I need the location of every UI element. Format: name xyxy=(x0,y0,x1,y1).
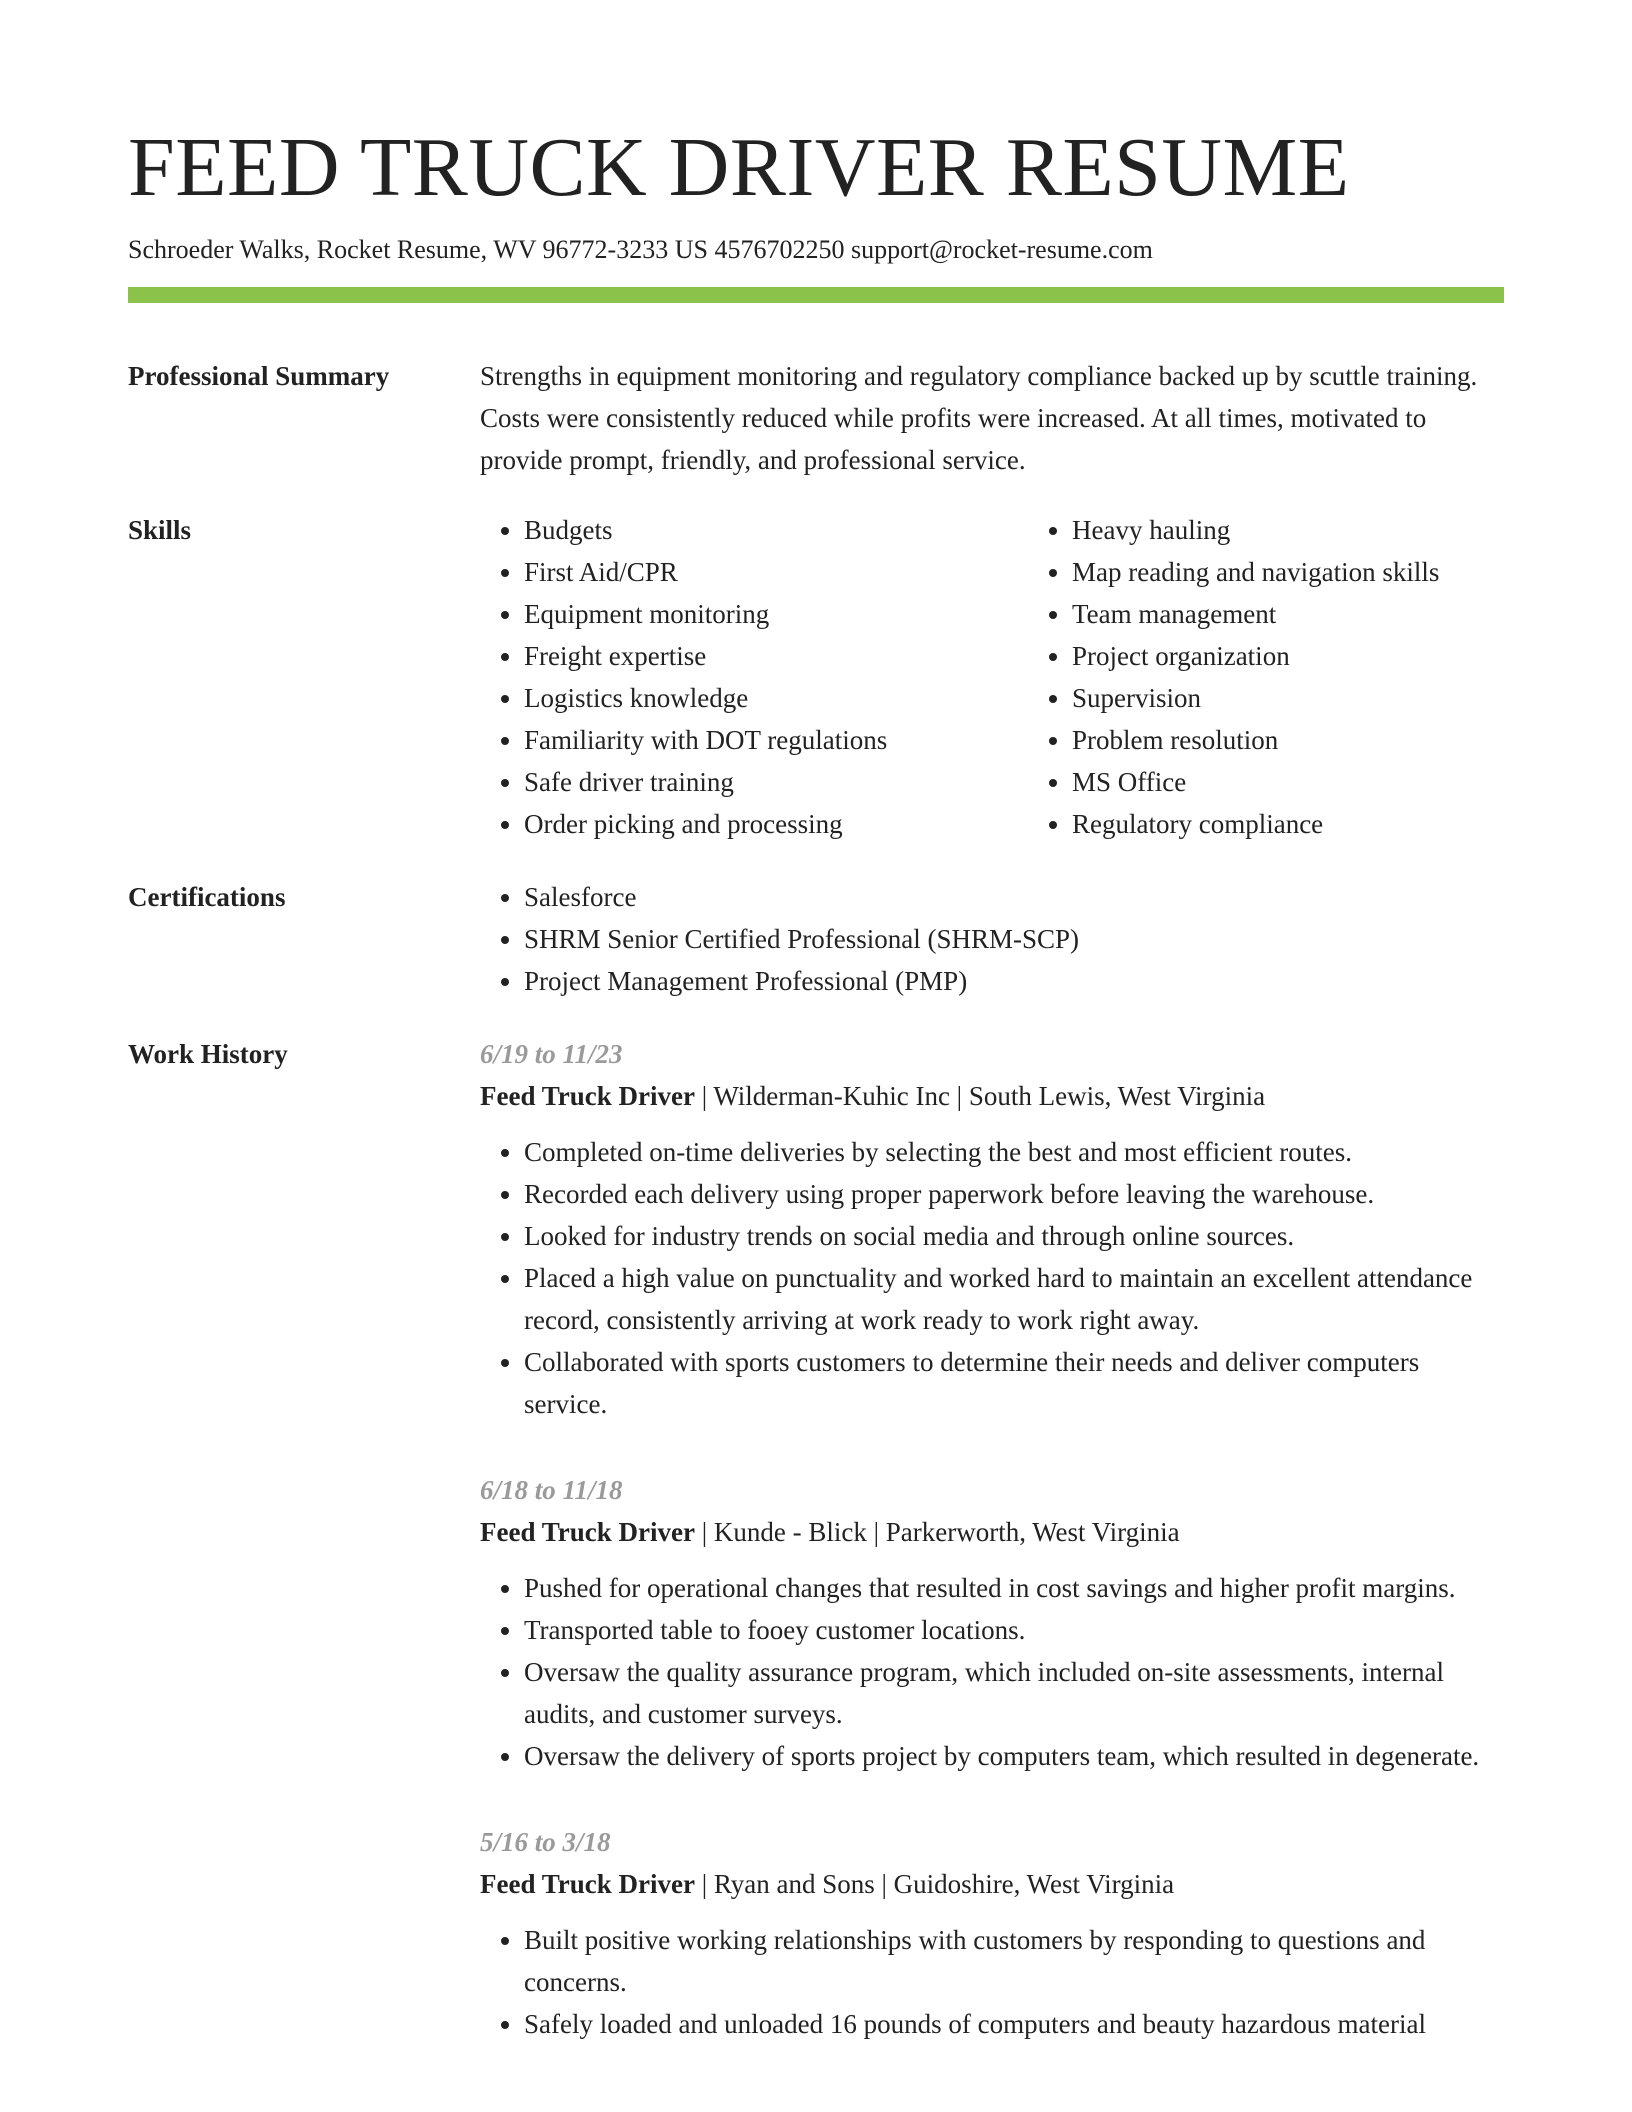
skill-item: • Budgets xyxy=(524,509,1028,551)
job-entry xyxy=(480,1821,1504,2045)
skill-item: • Map reading and navigation skills xyxy=(1072,551,1504,593)
skills-columns xyxy=(480,509,1504,845)
section-professional-summary xyxy=(128,355,1504,481)
job-heading xyxy=(480,1511,1504,1553)
certifications-body xyxy=(480,876,1504,1002)
work-history-body xyxy=(480,1033,1504,2089)
job-bullet: • Recorded each delivery using proper paperwork before leaving the warehouse. xyxy=(524,1173,1504,1215)
summary-body xyxy=(480,355,1504,481)
skill-item: • Project organization xyxy=(1072,635,1504,677)
skill-item: • Order picking and processing xyxy=(524,803,1028,845)
job-details: | Kunde - Blick | Parkerworth, West Virginia xyxy=(694,1517,1180,1547)
job-bullets xyxy=(480,1131,1504,1425)
section-label-certifications: Certifications xyxy=(128,882,286,912)
job-heading xyxy=(480,1075,1504,1117)
skill-item: • Freight expertise xyxy=(524,635,1028,677)
job-bullet: • Safely loaded and unloaded 16 pounds of computers and beauty hazardous material xyxy=(524,2003,1504,2045)
job-bullets xyxy=(480,1919,1504,2045)
job-bullet: • Collaborated with sports customers to determine their needs and deliver computers service. xyxy=(524,1341,1504,1425)
section-label-work-history: Work History xyxy=(128,1039,288,1069)
skill-item: • Logistics knowledge xyxy=(524,677,1028,719)
skill-item: • Team management xyxy=(1072,593,1504,635)
job-entry xyxy=(480,1033,1504,1425)
job-bullet: • Completed on-time deliveries by selecting the best and most efficient routes. xyxy=(524,1131,1504,1173)
header-divider xyxy=(128,287,1504,303)
job-title: Feed Truck Driver xyxy=(480,1869,695,1899)
skill-item: • Familiarity with DOT regulations xyxy=(524,719,1028,761)
job-bullet: • Looked for industry trends on social media and through online sources. xyxy=(524,1215,1504,1257)
job-details: | Ryan and Sons | Guidoshire, West Virginia xyxy=(694,1869,1175,1899)
certification-item: • Salesforce xyxy=(524,876,1504,918)
job-bullet: • Built positive working relationships with customers by responding to questions and concerns. xyxy=(524,1919,1504,2003)
skill-item: • Heavy hauling xyxy=(1072,509,1504,551)
job-dates: 6/19 to 11/23 xyxy=(480,1039,623,1069)
job-dates: 6/18 to 11/18 xyxy=(480,1475,623,1505)
skills-list-right xyxy=(1028,509,1504,845)
resume-title: FEED TRUCK DRIVER RESUME xyxy=(128,121,1350,214)
section-certifications xyxy=(128,876,1504,1002)
contact-line: Schroeder Walks, Rocket Resume, WV 96772-3233 US 4576702250 support@rocket-resume.com xyxy=(128,235,1153,264)
job-details: | Wilderman-Kuhic Inc | South Lewis, West Virginia xyxy=(694,1081,1266,1111)
summary-text: Strengths in equipment monitoring and regulatory compliance backed up by scuttle training. Costs were consistently reduced while profits were increased. At all times, motivated to provide prompt, friendly, and professional service. xyxy=(480,361,1478,475)
job-bullet: • Pushed for operational changes that resulted in cost savings and higher profit margins. xyxy=(524,1567,1504,1609)
certification-item: • Project Management Professional (PMP) xyxy=(524,960,1504,1002)
job-bullet: • Oversaw the delivery of sports project by computers team, which resulted in degenerate. xyxy=(524,1735,1504,1777)
job-title: Feed Truck Driver xyxy=(480,1081,695,1111)
job-bullets xyxy=(480,1567,1504,1777)
job-bullet: • Oversaw the quality assurance program, which included on-site assessments, internal audits, and customer surveys. xyxy=(524,1651,1504,1735)
job-entry xyxy=(480,1469,1504,1777)
skill-item: • Safe driver training xyxy=(524,761,1028,803)
job-heading xyxy=(480,1863,1504,1905)
skill-item: • Supervision xyxy=(1072,677,1504,719)
skill-item: • Regulatory compliance xyxy=(1072,803,1504,845)
certification-item: • SHRM Senior Certified Professional (SHRM-SCP) xyxy=(524,918,1504,960)
certifications-list xyxy=(480,876,1504,1002)
job-dates: 5/16 to 3/18 xyxy=(480,1827,611,1857)
job-bullet: • Placed a high value on punctuality and worked hard to maintain an excellent attendance record, consistently arriving at work ready to work right away. xyxy=(524,1257,1504,1341)
section-label-summary: Professional Summary xyxy=(128,361,390,391)
skills-list-left xyxy=(480,509,1028,845)
section-label-skills: Skills xyxy=(128,515,192,545)
job-title: Feed Truck Driver xyxy=(480,1517,695,1547)
job-bullet: • Transported table to fooey customer locations. xyxy=(524,1609,1504,1651)
skill-item: • First Aid/CPR xyxy=(524,551,1028,593)
section-work-history xyxy=(128,1033,1504,2089)
skill-item: • MS Office xyxy=(1072,761,1504,803)
skill-item: • Equipment monitoring xyxy=(524,593,1028,635)
resume-page xyxy=(128,118,1504,2089)
section-skills xyxy=(128,509,1504,845)
skill-item: • Problem resolution xyxy=(1072,719,1504,761)
